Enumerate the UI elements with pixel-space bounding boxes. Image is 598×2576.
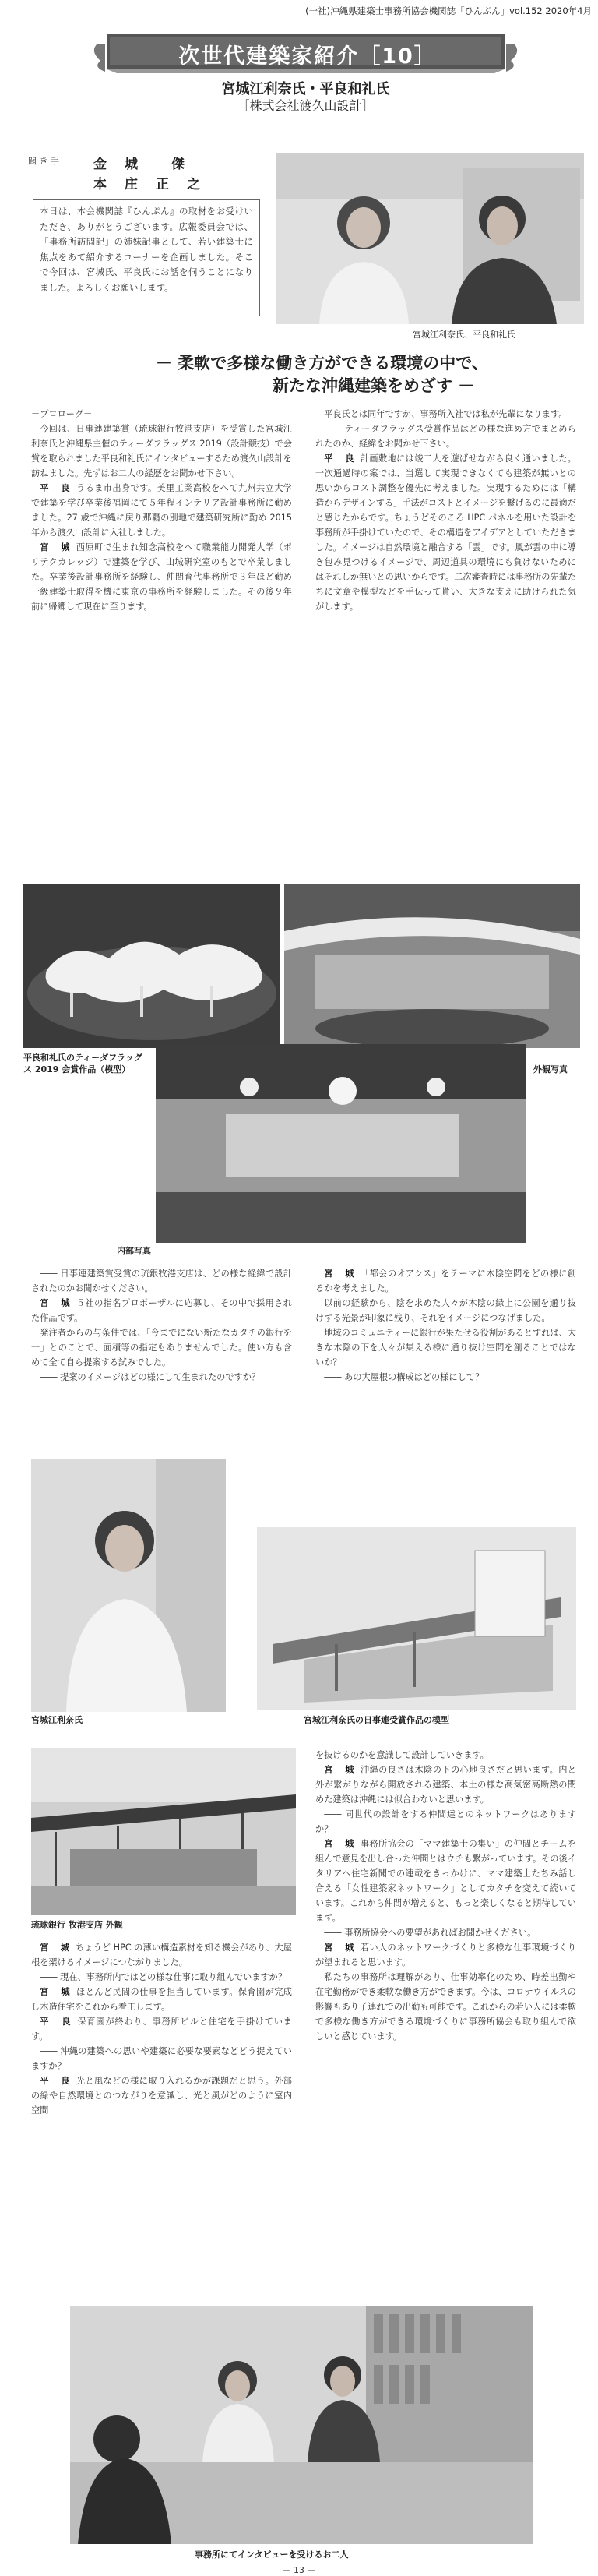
section1-left-column	[31, 407, 292, 614]
paragraph: 宮 城 「都会のオアシス」をテーマに木陰空間をどの様に創るかを考えました。	[315, 1269, 576, 1293]
photo-exterior	[284, 884, 580, 1048]
photo-interior	[156, 1044, 526, 1243]
paragraph: 発注者からの与条件では、「今までにない新たなカタチの銀行を一」とのことで、面積等の指定もありませんでした。使い方も含めて全て自ら提案する試みでした。	[31, 1328, 292, 1367]
speaker-label: 宮 城	[40, 542, 72, 552]
caption-bank: 琉球銀行 牧港支店 外観	[31, 1920, 123, 1930]
caption-miyagi-model: 宮城江利奈氏の日事連受賞作品の模型	[304, 1715, 449, 1725]
title-block	[90, 20, 522, 112]
page-header: (一社)沖縄県建築士事務所協会機関誌「ひんぷん」vol.152 2020年4月	[305, 5, 592, 16]
photo-miyagi	[31, 1459, 226, 1712]
speaker-label: 平 良	[40, 483, 72, 493]
paragraph: 私たちの事務所は理解があり、仕事効率化のため、時差出勤や在宅勤務ができ柔軟な働き方ができます。今は、コロナウイルスの影響もあり子連れでの出勤も可能です。これからの若い人には柔軟で多様な働き方ができる環境づくりに事務所協会も取り組んで欲しいと感じています。	[315, 1972, 576, 2041]
title-main: 次世代建築家紹介［10］	[178, 44, 437, 69]
question-paragraph: ―― 事務所協会への要望があればお聞かせください。	[324, 1928, 536, 1938]
paragraph: 宮 城 若い人のネットワークづくりと多様な仕事環境づくりが望まれると思います。	[315, 1943, 576, 1967]
speaker-label: 宮 城	[40, 1943, 71, 1953]
photo-bank	[31, 1748, 296, 1915]
intro-box	[33, 199, 260, 316]
paragraph: 宮 城 ちょうど HPC の薄い構造素材を知る機会があり、大屋根を架けるイメージにつながりました。	[31, 1943, 292, 1967]
page-number: － 13 －	[282, 2565, 316, 2575]
prologue-label: －プロローグ－	[31, 409, 93, 419]
title-company: ［株式会社渡久山設計］	[237, 98, 375, 113]
caption-portrait-pair: 宮城江利奈氏、平良和礼氏	[413, 330, 515, 340]
intro-text: 本日は、本会機関誌『ひんぷん』の取材をお受けいただき、ありがとうございます。広報委員会では、「事務所訪問記」の姉妹記事として、若い建築士に焦点をあて紹介するコーナーを企画しました。そこで今回は、宮城氏、平良氏にお話を伺うことになりました。よろしくお願いします。	[40, 206, 253, 293]
question-paragraph: ―― 日事連建築賞受賞の琉銀牧港支店は、どの様な経緯で設計されたのかお聞かせください。	[31, 1269, 292, 1293]
paragraph: 地域のコミュニティーに銀行が果たせる役割があるとすれば、大きな木陰の下を人々が集える様に通り抜け空間を創ることではないか？	[315, 1328, 576, 1367]
title-subtitle: 宮城江利奈氏・平良和礼氏	[221, 81, 390, 97]
interviewer-name-1: 金 城 傑	[93, 157, 187, 172]
paragraph: 今回は、日事連建築賞（琉球銀行牧港支店）を受賞した宮城江利奈氏と沖縄県主催のティーダフラッグス 2019（設計競技）で会賞を取られました平良和礼氏にインタビューするため渡久山設計を訪ねました。先ずはお二人の経歴をお聞かせ下さい。	[31, 424, 292, 478]
question-paragraph: ―― あの大屋根の構成はどの様にして？	[324, 1372, 484, 1382]
photo-portrait-pair	[276, 153, 584, 324]
caption-exterior: 外観写真	[533, 1064, 568, 1075]
photo-miyagi-model	[257, 1527, 576, 1710]
section3-left-column	[31, 1940, 292, 2118]
photo-interview	[70, 2306, 533, 2544]
photo-model	[23, 884, 280, 1048]
paragraph: 宮 城 ５社の指名プロポーザルに応募し、その中で採用された作品です。	[31, 1298, 292, 1323]
paragraph: 以前の経験から、陰を求めた人々が木陰の緑上に公園を通り抜けする光景が印象に残り、それをイメージにつなげました。	[315, 1298, 576, 1323]
section1-right-column	[315, 407, 576, 614]
question-paragraph: ―― 同世代の設計をする仲間達とのネットワークはありますか？	[315, 1809, 576, 1834]
paragraph: 宮 城 沖縄の良さは木陰の下の心地良さだと思います。内と外が繋がりながら開放される建築、本土の様な高気密高断熱の閉めた建築は沖縄には似合わないと思います。	[315, 1765, 576, 1805]
section3-right-column	[315, 1748, 576, 2044]
speaker-label: 宮 城	[324, 1765, 356, 1775]
section2-right-column	[315, 1266, 576, 1385]
paragraph: 宮 城 事務所協会の「ママ建築士の集い」の仲間とチームを組んで意見を出し合った仲間とはウチも繋がっています。その後イタリアへ住宅新聞での連載をきっかけに、ママ建築士たちみ話し合える「女性建築家ネットワーク」としてカタチを変えて続いています。これから仲間が増えると、もっと楽しくなると期待しています。	[315, 1839, 576, 1923]
paragraph: 宮 城 西原町で生まれ知念高校をへて職業能力開発大学（ポリテクカレッジ）で建築を学び、山城研究室のもとで卒業しました。卒業後設計事務所を経験し、仲間育代事務所で３年ほど勤め一級建築士取得を機に東京の事務所を経験しました。その後９年前に帰郷して現在に至ります。	[31, 542, 292, 612]
paragraph: 平 良 光と風などの様に取り入れるかが課題だと思う。外部の緑や自然環境とのつながりを意識し、光と風がどのように室内空間	[31, 2076, 292, 2115]
interviewer-label: 聞 き 手	[28, 156, 59, 166]
headline-line-2: 新たな沖縄建築をめざす －	[273, 376, 475, 395]
speaker-label: 宮 城	[40, 1987, 72, 1997]
paragraph: 平 良 計画敷地には竣二人を遊ばせながら良く通いました。一次通過時の案では、当選して実現できなくても建築が無いとの思いからコスト調整を優先に考えました。実現するためには「構造からデザインする」手法がコストとイメージを繋げるのに最適だと感じたからです。ちょうどそのころ HPC パネルを用いた設計を事務所が手掛けていたので、その構造をアイデアとしていただきました。イメージは自然環境と融合する「雲」です。風が雲の中に導き包み見つけるイメージで、周辺道具の環境にも負けないためにはそれしか無いとの思いからです。二次審査時には事務所の先輩たちに文章や模型などを手伝って貰い、大きな支えに助けられた気がします。	[315, 453, 576, 612]
speaker-label: 平 良	[40, 2017, 73, 2027]
question-paragraph: ―― 現在、事務所内ではどの様な仕事に取り組んでいますか？	[40, 1972, 287, 1982]
question-paragraph: ―― ティーダフラッグス受賞作品はどの様な進め方でまとめられたのか、経緯をお聞かせ下さい。	[315, 424, 576, 449]
section2-left-column	[31, 1266, 292, 1385]
headline-line-1: － 柔軟で多様な働き方ができる環境の中で、	[156, 354, 488, 372]
paragraph: 平良氏とは同年ですが、事務所入社では私が先輩になります。	[324, 409, 568, 419]
speaker-label: 平 良	[324, 453, 356, 464]
question-paragraph: ―― 沖縄の建築への思いや建築に必要な要素などどう捉えていますか？	[31, 2046, 292, 2071]
speaker-label: 宮 城	[324, 1839, 356, 1849]
interviewer-name-2: 本 庄 正 之	[93, 177, 202, 192]
speaker-label: 宮 城	[40, 1298, 72, 1308]
question-paragraph: ―― 提案のイメージはどの様にして生まれたのですか？	[40, 1372, 261, 1382]
speaker-label: 平 良	[40, 2076, 72, 2086]
caption-model: 平良和礼氏のティーダフラッグス 2019 会賞作品（模型）	[23, 1053, 142, 1075]
caption-miyagi: 宮城江利奈氏	[31, 1715, 83, 1725]
paragraph: 平 良 うるま市出身です。美里工業高校をへて九州共立大学で建築を学び卒業後福岡にて５年程インテリア設計事務所に勤めました。27 歳で沖縄に戻り那覇の別地で建築研究所に勤め 2015 年から渡久山設計に入社しました。	[31, 483, 292, 538]
paragraph: 宮 城 ほとんど民間の仕事を担当しています。保育園が完成し木造住宅をこれから着工します。	[31, 1987, 292, 2012]
caption-interior: 内部写真	[117, 1246, 151, 1256]
speaker-label: 宮 城	[324, 1943, 356, 1953]
paragraph: を抜けるのかを意識して設計していきます。	[315, 1750, 489, 1760]
caption-interview: 事務所にてインタビューを受けるお二人	[195, 2550, 349, 2560]
paragraph: 平 良 保育園が終わり、事務所ビルと住宅を手掛けています。	[31, 2017, 292, 2041]
speaker-label: 宮 城	[324, 1269, 357, 1279]
